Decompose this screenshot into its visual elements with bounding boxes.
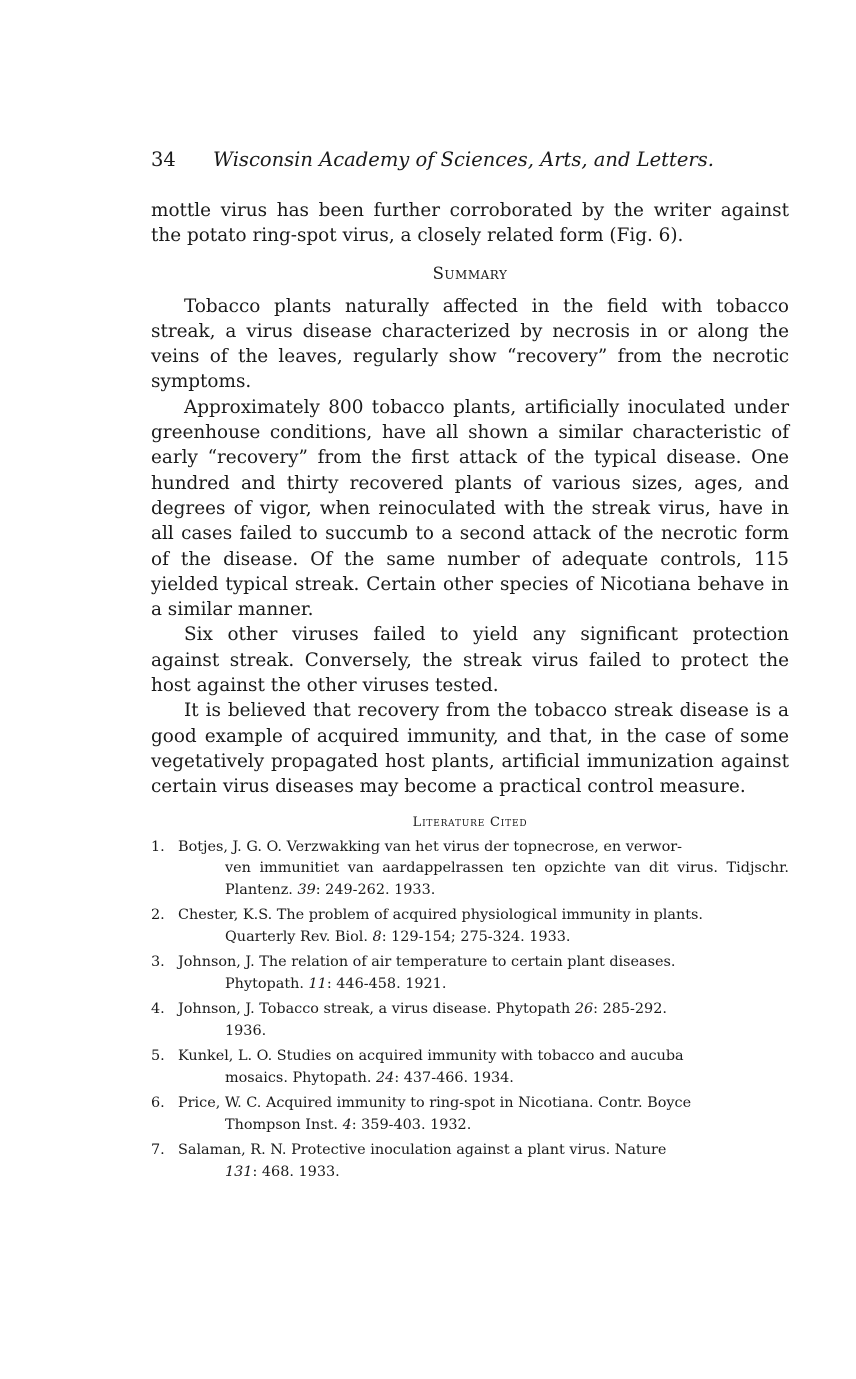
reference-item: [151, 1046, 789, 1089]
reference-text: : 249-262. 1933.: [315, 881, 436, 898]
reference-text: Chester, K.S. The problem of acquired physiological immunity in plants.: [178, 907, 704, 924]
reference-text: mosaics. Phytopath.: [225, 1069, 376, 1086]
reference-text: : 285-292.: [593, 1001, 667, 1018]
reference-number: 3.: [151, 954, 165, 971]
reference-number: 1.: [151, 838, 165, 855]
reference-item: [151, 837, 789, 902]
reference-number: 7.: [151, 1142, 165, 1159]
reference-item: [151, 952, 789, 995]
reference-text: Botjes, J. G. O. Verzwakking van het virus der topnecrose, en verwor-: [178, 838, 683, 855]
reference-volume: 11: [308, 975, 327, 992]
reference-text: : 437-466. 1934.: [394, 1069, 514, 1086]
page-number: 34: [151, 148, 176, 171]
reference-number: 4.: [151, 1001, 165, 1018]
reference-text: ven immunitiet van aardappelrassen ten opzichte van dit virus. Tidjschr. Plantenz.: [225, 860, 789, 898]
reference-text: : 468. 1933.: [252, 1163, 340, 1180]
reference-number: 6.: [151, 1095, 165, 1112]
page: [151, 146, 789, 1187]
summary-paragraph: Tobacco plants naturally affected in the field with tobacco streak, a virus disease characterized by necrosis in or along the veins of the leaves, regularly show “recovery” from the necrotic symptoms.: [151, 295, 789, 393]
reference-volume: 26: [574, 1001, 594, 1018]
reference-text: Kunkel, L. O. Studies on acquired immunity with tobacco and aucuba: [178, 1048, 684, 1065]
reference-item: [151, 1140, 789, 1183]
reference-volume: 131: [225, 1163, 253, 1180]
reference-text: : 129-154; 275-324. 1933.: [381, 928, 571, 945]
reference-text: Thompson Inst.: [225, 1116, 343, 1133]
summary-heading: Summary: [432, 263, 508, 283]
reference-number: 5.: [151, 1048, 165, 1065]
reference-list: [151, 837, 789, 1184]
reference-number: 2.: [151, 907, 165, 924]
reference-text: : 446-458. 1921.: [326, 975, 447, 992]
reference-item: [151, 905, 789, 948]
reference-volume: 8: [372, 928, 382, 945]
reference-text: Phytopath.: [225, 975, 309, 992]
summary-paragraph: Six other viruses failed to yield any significant protection against streak. Conversely, the streak virus failed to protect the host against the other viruses tested.: [151, 624, 789, 697]
reference-text: Salaman, R. N. Protective inoculation against a plant virus. Nature: [178, 1142, 667, 1159]
reference-text: Johnson, J. Tobacco streak, a virus disease. Phytopath: [178, 1001, 575, 1018]
reference-volume: 39: [297, 881, 316, 898]
reference-item: [151, 1093, 789, 1136]
continuation-paragraph: mottle virus has been further corroborated by the writer against the potato ring-spot virus, a closely related form (Fig. 6).: [151, 200, 789, 247]
summary-paragraph: Approximately 800 tobacco plants, artificially inoculated under greenhouse conditions, have all shown a similar characteristic of early “recovery” from the first attack of the typical disease. One hundred and thirty recovered plants of various sizes, ages, and degrees of vigor, when reinoculated with the streak virus, have in all cases failed to succumb to a second attack of the necrotic form of the disease. Of the same number of adequate controls, 115 yielded typical streak. Certain other species of Nicotiana behave in a similar manner.: [151, 396, 789, 621]
reference-text: Price, W. C. Acquired immunity to ring-spot in Nicotiana. Contr. Boyce: [178, 1095, 692, 1112]
summary-paragraph: It is believed that recovery from the tobacco streak disease is a good example of acquired immunity, and that, in the case of some vegetatively propagated host plants, artificial immunization against certain virus diseases may become a practical control measure.: [151, 700, 789, 798]
reference-volume: 4: [342, 1116, 352, 1133]
reference-text: Johnson, J. The relation of air temperature to certain plant diseases.: [178, 954, 676, 971]
reference-text: 1936.: [225, 1022, 267, 1039]
running-header: [151, 146, 789, 173]
reference-text: Quarterly Rev. Biol.: [225, 928, 373, 945]
literature-heading: Literature Cited: [412, 814, 528, 830]
journal-title: Wisconsin Academy of Sciences, Arts, and Letters.: [213, 148, 714, 171]
reference-text: : 359-403. 1932.: [351, 1116, 472, 1133]
reference-volume: 24: [376, 1069, 395, 1086]
reference-item: [151, 999, 789, 1042]
